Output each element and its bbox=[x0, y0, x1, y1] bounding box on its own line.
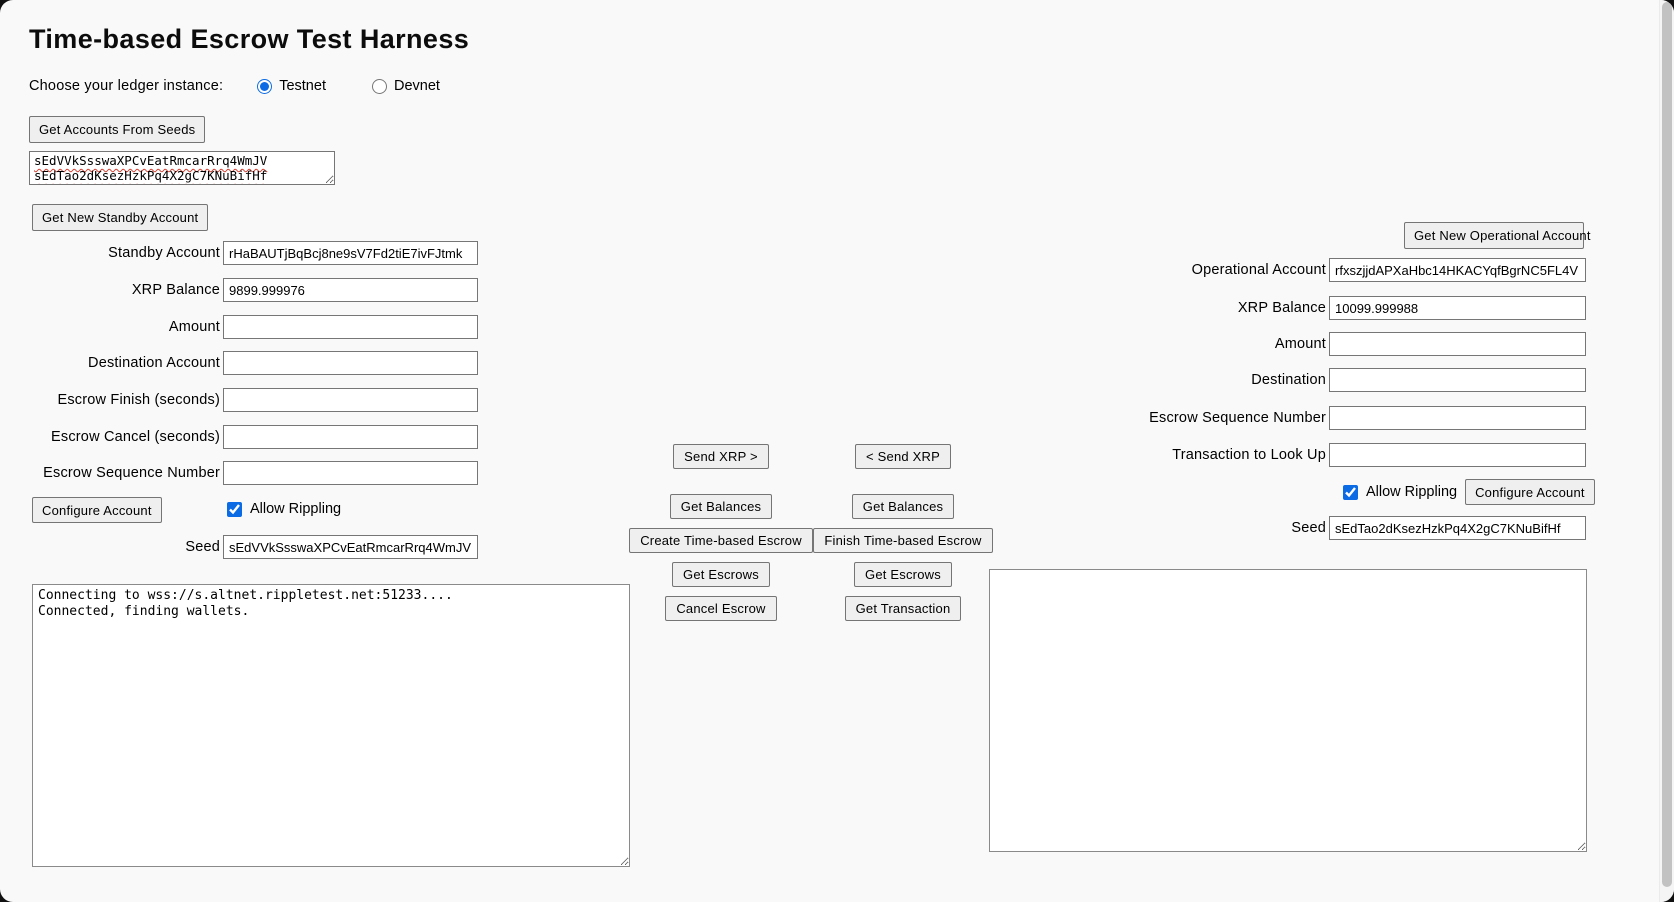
create-time-based-escrow-button[interactable]: Create Time-based Escrow bbox=[629, 528, 813, 553]
operational-allow-rippling-row bbox=[1343, 479, 1595, 505]
devnet-radio-label: Devnet bbox=[393, 78, 440, 94]
operational-xrp-balance-label: XRP Balance bbox=[1237, 300, 1326, 316]
operational-xrp-balance-input[interactable] bbox=[1329, 296, 1586, 320]
escrow-finish-label: Escrow Finish (seconds) bbox=[57, 392, 220, 408]
get-transaction-button[interactable]: Get Transaction bbox=[845, 596, 962, 621]
escrow-cancel-input[interactable] bbox=[223, 425, 478, 449]
standby-allow-rippling-label: Allow Rippling bbox=[250, 501, 342, 517]
standby-destination-input[interactable] bbox=[223, 351, 478, 375]
transaction-to-look-up-label: Transaction to Look Up bbox=[1172, 447, 1326, 463]
standby-escrow-sequence-input[interactable] bbox=[223, 461, 478, 485]
operational-escrow-sequence-row bbox=[1086, 406, 1586, 430]
operational-get-balances-button[interactable]: Get Balances bbox=[852, 494, 954, 519]
operational-destination-row bbox=[1086, 368, 1586, 392]
standby-seed-label: Seed bbox=[185, 539, 220, 555]
standby-account-input[interactable] bbox=[223, 241, 478, 265]
operational-results-textarea[interactable] bbox=[989, 569, 1587, 852]
get-new-operational-account-button[interactable]: Get New Operational Account bbox=[1404, 222, 1584, 249]
scrollbar-thumb[interactable] bbox=[1662, 2, 1672, 887]
vertical-scrollbar[interactable] bbox=[1659, 0, 1674, 902]
operational-get-escrows-button[interactable]: Get Escrows bbox=[854, 562, 952, 587]
operational-actions-column bbox=[807, 444, 999, 630]
operational-seed-input[interactable] bbox=[1329, 516, 1586, 540]
standby-configure-account-button[interactable]: Configure Account bbox=[32, 497, 162, 523]
devnet-radio[interactable] bbox=[372, 79, 387, 94]
operational-seed-label: Seed bbox=[1291, 520, 1326, 536]
standby-destination-row bbox=[29, 351, 478, 375]
testnet-radio[interactable] bbox=[257, 79, 272, 94]
operational-account-label: Operational Account bbox=[1191, 262, 1326, 278]
operational-allow-rippling-checkbox[interactable] bbox=[1343, 485, 1358, 500]
standby-destination-label: Destination Account bbox=[88, 355, 220, 371]
standby-get-escrows-button[interactable]: Get Escrows bbox=[672, 562, 770, 587]
standby-xrp-balance-label: XRP Balance bbox=[131, 282, 220, 298]
escrow-finish-input[interactable] bbox=[223, 388, 478, 412]
standby-allow-rippling-option[interactable] bbox=[227, 501, 341, 517]
transaction-to-look-up-row bbox=[1086, 443, 1586, 467]
standby-amount-label: Amount bbox=[168, 319, 220, 335]
standby-actions-column bbox=[625, 444, 817, 630]
standby-account-label: Standby Account bbox=[108, 245, 220, 261]
operational-destination-input[interactable] bbox=[1329, 368, 1586, 392]
testnet-radio-option[interactable] bbox=[257, 78, 326, 94]
operational-allow-rippling-label: Allow Rippling bbox=[1366, 484, 1458, 500]
page-title: Time-based Escrow Test Harness bbox=[29, 24, 470, 54]
ledger-instance-label: Choose your ledger instance: bbox=[29, 78, 224, 94]
escrow-cancel-row bbox=[29, 425, 478, 449]
standby-amount-input[interactable] bbox=[223, 315, 478, 339]
testnet-radio-label: Testnet bbox=[279, 78, 326, 94]
escrow-cancel-label: Escrow Cancel (seconds) bbox=[51, 429, 220, 445]
send-xrp-to-operational-button[interactable]: Send XRP > bbox=[673, 444, 769, 469]
operational-destination-label: Destination bbox=[1251, 372, 1326, 388]
get-new-standby-account-button[interactable]: Get New Standby Account bbox=[32, 204, 208, 231]
escrow-finish-row bbox=[29, 388, 478, 412]
finish-time-based-escrow-button[interactable]: Finish Time-based Escrow bbox=[813, 528, 992, 553]
standby-escrow-sequence-label: Escrow Sequence Number bbox=[43, 465, 220, 481]
operational-amount-input[interactable] bbox=[1329, 332, 1586, 356]
standby-account-row bbox=[29, 241, 478, 265]
standby-seed-row bbox=[29, 535, 478, 559]
transaction-to-look-up-input[interactable] bbox=[1329, 443, 1586, 467]
operational-amount-row bbox=[1086, 332, 1586, 356]
operational-amount-label: Amount bbox=[1274, 336, 1326, 352]
standby-get-balances-button[interactable]: Get Balances bbox=[670, 494, 772, 519]
seeds-textarea[interactable] bbox=[29, 151, 335, 185]
devnet-radio-option[interactable] bbox=[372, 78, 440, 94]
operational-account-row bbox=[1086, 258, 1586, 282]
standby-escrow-sequence-row bbox=[29, 461, 478, 485]
operational-escrow-sequence-label: Escrow Sequence Number bbox=[1149, 410, 1326, 426]
standby-amount-row bbox=[29, 315, 478, 339]
cancel-escrow-button[interactable]: Cancel Escrow bbox=[665, 596, 776, 621]
standby-xrp-balance-row bbox=[29, 278, 478, 302]
operational-xrp-balance-row bbox=[1086, 296, 1586, 320]
operational-account-input[interactable] bbox=[1329, 258, 1586, 282]
send-xrp-to-standby-button[interactable]: < Send XRP bbox=[855, 444, 951, 469]
operational-escrow-sequence-input[interactable] bbox=[1329, 406, 1586, 430]
ledger-instance-row bbox=[29, 78, 486, 94]
standby-results-textarea[interactable] bbox=[32, 584, 630, 867]
get-accounts-from-seeds-button[interactable]: Get Accounts From Seeds bbox=[29, 116, 205, 143]
operational-configure-account-button[interactable]: Configure Account bbox=[1465, 479, 1595, 505]
standby-allow-rippling-checkbox[interactable] bbox=[227, 502, 242, 517]
operational-seed-row bbox=[1086, 516, 1586, 540]
standby-seed-input[interactable] bbox=[223, 535, 478, 559]
standby-xrp-balance-input[interactable] bbox=[223, 278, 478, 302]
